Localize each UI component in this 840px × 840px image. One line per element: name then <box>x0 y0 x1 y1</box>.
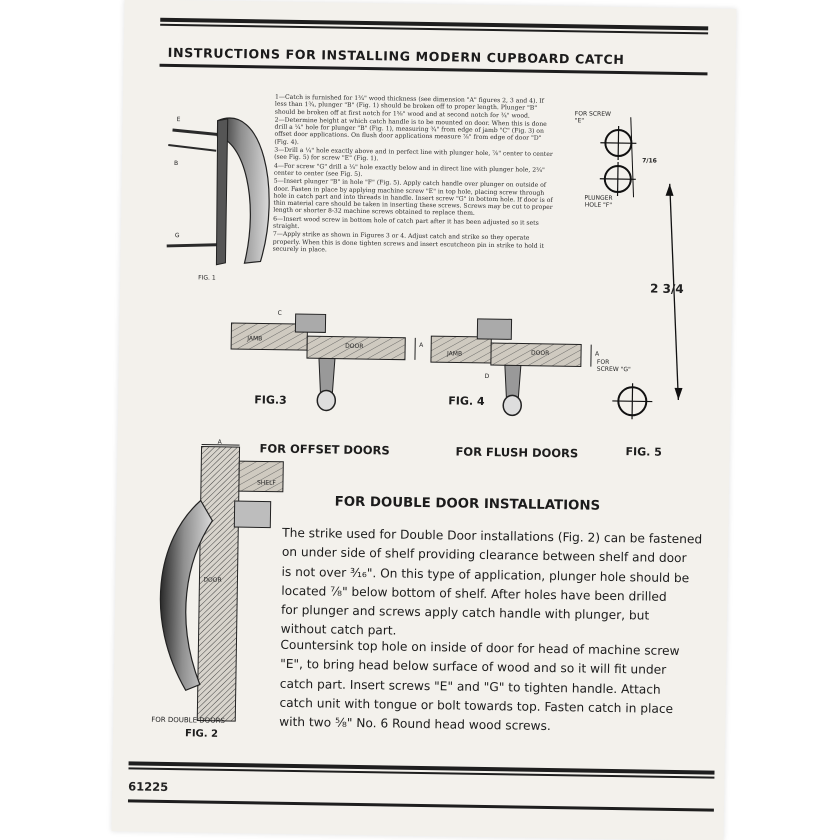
fig1-label-g: G <box>174 232 180 240</box>
caption-offset-doors: FOR OFFSET DOORS <box>259 441 390 458</box>
fig2-caption: FIG. 2 <box>184 728 219 740</box>
step-7: 7—Apply strike as shown in Figures 3 or 4. Adjust catch and strike so they operate properly. When this is done tighten screws and insert escutcheon pin in strike to hold it securely in place. <box>272 230 545 254</box>
para2-line: catch unit with tongue or bolt towards top. Fasten catch in place <box>279 695 674 716</box>
fig4-caption: FIG. 4 <box>448 394 485 408</box>
paper-page <box>112 0 737 840</box>
para1-line: is not over ³⁄₁₆". On this type of application, plunger hole should be <box>281 564 690 585</box>
fig5-plunger-label: PLUNGER HOLE "F" <box>584 194 613 209</box>
fig1-label-b: B <box>173 160 179 168</box>
fig3-label-door: DOOR <box>345 342 364 351</box>
page-title: INSTRUCTIONS FOR INSTALLING MODERN CUPBOARD CATCH <box>167 44 625 68</box>
fig5-screw-top-label: FOR SCREW "E" <box>574 110 612 125</box>
fig2-label-door: DOOR <box>203 576 222 584</box>
para2-line: Countersink top hole on inside of door for head of machine screw <box>280 637 680 659</box>
double-door-heading: FOR DOUBLE DOOR INSTALLATIONS <box>334 494 601 514</box>
para1-line: on under side of shelf providing clearance between shelf and door <box>281 545 687 566</box>
fig4-label-jamb: JAMB <box>446 350 463 358</box>
fig3-label-jamb: JAMB <box>247 335 263 343</box>
fig1-caption: FIG. 1 <box>198 274 216 282</box>
para1-line: The strike used for Double Door installations (Fig. 2) can be fastened <box>282 525 703 547</box>
fig1-label-e: E <box>176 116 181 124</box>
fig5-caption: FIG. 5 <box>625 445 662 459</box>
fig5-dim-long: 2 3/4 <box>649 281 684 297</box>
para2-line: catch part. Insert screws "E" and "G" to tighten handle. Attach <box>279 676 661 697</box>
step-4: 4—For screw "G" drill a ¼" hole exactly below and in direct line with plunger hole, 2¾" center to center (see Fig. 5). <box>273 162 545 178</box>
step-6: 6—Insert wood screw in bottom hole of catch part after it has been adjusted so it sets straight. <box>272 215 539 231</box>
fig2-label-shelf: SHELF <box>256 479 276 487</box>
fig5-dim-top: 7/16 <box>642 157 657 165</box>
para2-line: with two ⅝" No. 6 Round head wood screws. <box>279 714 551 734</box>
para1-line: located ⅞" below bottom of shelf. After holes have been drilled <box>281 583 667 604</box>
fig3-label-c: C <box>277 309 282 317</box>
double-door-paragraph-2 <box>279 636 700 739</box>
fig4-label-d: D <box>484 372 490 381</box>
fig4-label-door: DOOR <box>531 349 550 357</box>
step-3: 3—Drill a ¼" hole exactly above and in perfect line with plunger hole, ⅞" center to center (see Fig. 5) for screw "E" (Fig. 1). <box>274 146 553 163</box>
form-number: 61225 <box>128 779 169 795</box>
double-door-paragraph-1 <box>281 524 703 646</box>
para1-line: for plunger and screws apply catch handle with plunger, but <box>280 602 650 623</box>
fig5-screw-bottom-label: FOR SCREW "G" <box>596 358 631 374</box>
fig3-caption: FIG.3 <box>254 393 287 407</box>
step-5: 5—Insert plunger "B" in hole "F" (Fig. 5). Apply catch handle over plunger on outside of door. Fasten in place by applying machine screw "E" in top hole, placing screw through hole in catch part and into threads in handle. Insert screw "G" in bottom hole. If door is of thin material care should be taken in inserting these screws. Screws may be cut to proper length or shorter 8-32 machine screws obtained to replace them. <box>273 177 553 218</box>
caption-flush-doors: FOR FLUSH DOORS <box>455 444 579 461</box>
step-1: 1—Catch is furnished for 1¾" wood thickness (see dimension "A" figures 2, 3 and 4). If less than 1¾, plunger "B" (Fig. 1) should be broken off to proper length. Plunger "B" should be broken off at first notch for 1⅝" wood and at second notch for ¾" wood. <box>274 93 544 120</box>
para2-line: "E", to bring head below surface of wood and so it will fit under <box>280 657 667 678</box>
fig2-label-a: A <box>217 438 222 446</box>
fig3-label-a: A <box>419 341 424 349</box>
fig2-subcaption: FOR DOUBLE DOORS <box>151 715 226 725</box>
fig4-label-a: A <box>595 350 600 358</box>
para1-line: without catch part. <box>280 622 397 639</box>
step-2: 2—Determine height at which catch handle is to be mounted on door. When this is done drill a ¼" hole for plunger "B" (Fig. 1), measuring ¾" from edge of jamb "C" (Fig. 3) on offset door applications. On flush door applications measure ⅞" from edge of door "D" (Fig. 4). <box>274 116 547 146</box>
